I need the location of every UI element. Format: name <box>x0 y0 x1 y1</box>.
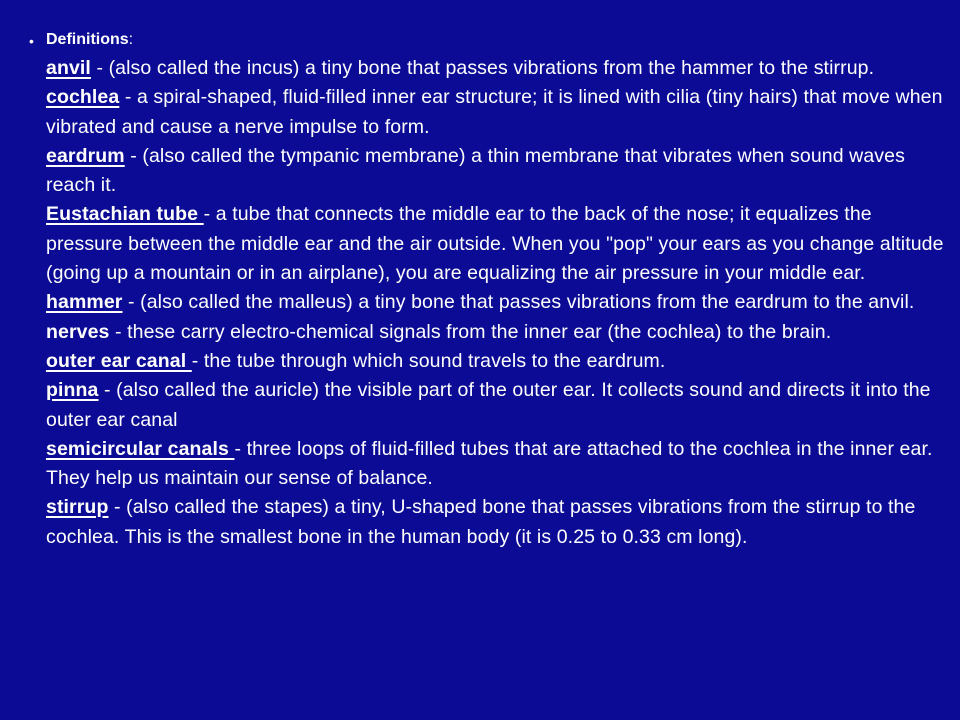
term-eardrum[interactable]: eardrum <box>46 144 125 167</box>
definition-text-outer-ear-canal: - the tube through which sound travels to the eardrum. <box>191 349 666 372</box>
slide-content <box>46 30 950 552</box>
definition-eustachian-tube <box>46 200 950 288</box>
definition-text-cochlea: - a spiral-shaped, fluid-filled inner ear structure; it is lined with cilia (tiny hairs) that move when vibrated and cause a nerve impulse to form. <box>46 86 943 138</box>
term-cochlea[interactable]: cochlea <box>46 86 120 109</box>
term-stirrup[interactable]: stirrup <box>46 496 109 519</box>
definition-outer-ear-canal <box>46 347 950 376</box>
definition-text-nerves: - these carry electro-chemical signals from the inner ear (the cochlea) to the brain. <box>109 320 832 343</box>
heading-text: Definitions <box>46 31 129 48</box>
definition-text-hammer: - (also called the malleus) a tiny bone that passes vibrations from the eardrum to the anvil. <box>122 291 915 314</box>
definition-pinna <box>46 376 950 435</box>
definition-text-anvil: - (also called the incus) a tiny bone that passes vibrations from the hammer to the stirrup. <box>90 57 875 79</box>
term-pinna[interactable]: pinna <box>46 379 99 402</box>
definition-text-stirrup: - (also called the stapes) a tiny, U-shaped bone that passes vibrations from the stirrup to the cochlea. This is the smallest bone in the human body (it is 0.25 to 0.33 cm long). <box>46 496 916 548</box>
definition-text-semicircular-canals: - three loops of fluid-filled tubes that are attached to the cochlea in the inner ear. They help us maintain our sense of balance. <box>46 437 933 490</box>
definition-nerves <box>46 318 950 347</box>
definitions-list <box>46 54 950 552</box>
definition-cochlea <box>46 83 950 142</box>
term-nerves: nerves <box>46 320 110 343</box>
term-hammer[interactable]: hammer <box>46 291 123 314</box>
definition-hammer <box>46 288 950 317</box>
definition-stirrup <box>46 493 950 552</box>
definition-text-eardrum: - (also called the tympanic membrane) a thin membrane that vibrates when sound waves reach it. <box>46 144 905 197</box>
bullet-point: • <box>29 33 34 49</box>
heading-colon: : <box>128 31 134 48</box>
definition-semicircular-canals <box>46 435 950 494</box>
definition-eardrum <box>46 142 950 201</box>
term-anvil[interactable]: anvil <box>46 57 91 79</box>
definition-text-pinna: - (also called the auricle) the visible part of the outer ear. It collects sound and directs it into the outer ear canal <box>46 379 931 431</box>
term-eustachian-tube[interactable]: Eustachian tube <box>46 203 204 226</box>
term-outer-ear-canal[interactable]: outer ear canal <box>46 349 192 372</box>
definitions-heading <box>46 30 950 50</box>
term-semicircular-canals[interactable]: semicircular canals <box>46 437 235 460</box>
definition-anvil <box>46 54 950 83</box>
definition-text-eustachian-tube: - a tube that connects the middle ear to the back of the nose; it equalizes the pressure between the middle ear and the air outside. When you "pop" your ears as you change altitude (going up a mountain or in an airplane), you are equalizing the air pressure in your middle ear. <box>46 203 944 285</box>
